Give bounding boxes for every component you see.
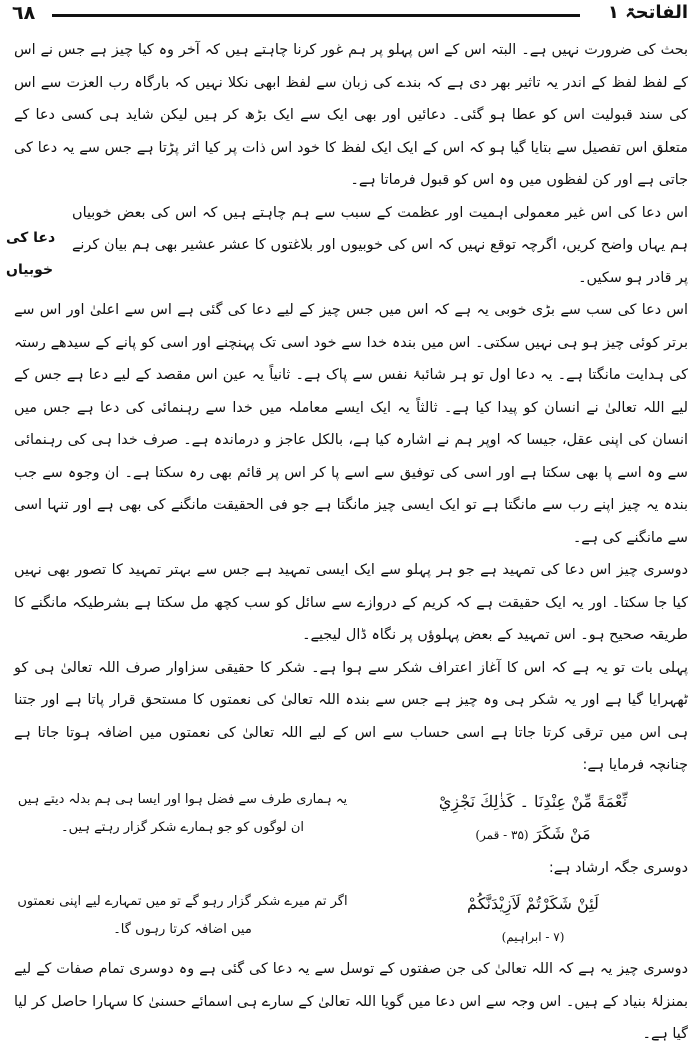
quote-2-arabic-line: لَئِنْ شَكَرْتُمْ لَاَزِيْدَنَّكُمْ: [467, 894, 599, 913]
header-rule: [52, 14, 580, 17]
paragraph-4: دوسری چیز اس دعا کی تمہید ہے جو ہر پہلو سے ایک ایسی تمہید ہے جس سے بہتر تمہید کا تصور بھی نہیں کیا جا سکتا۔ اور یہ ایک حقیقت ہے کہ کریم کے دروازے سے سائل کو سب کچھ مل سکتا ہے بشرطیکہ مانگنے کا طریقہ صحیح ہو۔ اس تمہید کے بعض پہلوؤں پر نگاہ ڈال لیجیے۔: [14, 562, 688, 643]
paragraph-1: بحث کی ضرورت نہیں ہے۔ البتہ اس کے اس پہلو پر ہم غور کرنا چاہتے ہیں کہ آخر وہ کیا چیز ہے جس نے اس کے لفظ لفظ کے اندر یہ تاثیر بھر دی ہے کہ بندے کی زبان سے لفظ ابھی نکلا نہیں کہ بارگاہ رب العزت سے اس کی سند قبولیت اس کو عطا ہو گئی۔ دعائیں اور بھی ایک سے ایک بڑھ کر ہیں لیکن شاید ہی کسی دعا کے متعلق اس تفصیل سے بتایا گیا ہو کہ اس کے ایک ایک لفظ کا خود اس ذات پر کیا اثر پڑتا ہے جس سے یہ دعا کی جاتی ہے اور کن لفظوں میں وہ اس کو قبول فرماتا ہے۔: [14, 42, 688, 188]
second-intro: دوسری جگہ ارشاد ہے:: [548, 859, 688, 876]
quote-1-arabic-line2: مَنْ شَكَرَ: [533, 824, 591, 843]
page-body: [14, 34, 688, 1051]
quote-2-reference: (۷ - ابراہیم): [501, 929, 565, 944]
paragraph-2: اس دعا کی اس غیر معمولی اہمیت اور عظمت کے سبب سے ہم چاہتے ہیں کہ اس کی بعض خوبیاں ہم یہاں واضح کریں، اگرچہ توقع نہیں کہ اس کی خوبیوں اور بلاغتوں کا عشر عشیر بھی ہم بیان کرنے پر قادر ہو سکیں۔: [72, 204, 688, 286]
margin-note-2: خوبیاں: [6, 262, 54, 278]
quote-2-arabic: [378, 888, 688, 953]
paragraph-3: اس دعا کی سب سے بڑی خوبی یہ ہے کہ اس میں جس چیز کے لیے دعا کی گئی ہے اس سے اعلیٰ اور اس سے برتر کوئی چیز ہو ہی نہیں سکتی۔ اس میں بندہ خدا سے خود اسی تک پہنچنے اور اسی کو پانے کے سیدھے رستہ کی ہدایت مانگتا ہے۔ یہ دعا اول تو ہر شائبۂ نفس سے پاک ہے۔ ثانیاً یہ عین اس مقصد کے لیے دعا ہے جس کے لیے اللہ تعالیٰ نے انسان کو پیدا کیا ہے۔ ثالثاً یہ ایک ایسے معاملہ میں خدا سے رہنمائی کی دعا ہے جس میں انسان کی اپنی عقل، جیسا کہ اوپر ہم نے اشارہ کیا ہے، بالکل عاجز و درماندہ ہے۔ صرف خدا ہی کی رہنمائی سے وہ اسے پا بھی سکتا ہے اور اسی کی توفیق سے اسے پا کر اس پر قائم بھی رہ سکتا ہے۔ ان وجوہ سے جب بندہ یہ چیز اپنے رب سے مانگتا ہے تو ایک ایسی چیز مانگتا ہے جو فی الحقیقت مانگنے کی بھی ہے اور تنہا اسی سے مانگنے کی ہے۔: [14, 302, 688, 546]
surah-title: الفاتحۃ ۱: [607, 2, 688, 23]
quran-quote-1: [14, 786, 688, 852]
quote-1-arabic: [378, 786, 688, 852]
closing-paragraph: دوسری چیز یہ ہے کہ اللہ تعالیٰ کی جن صفتوں کے توسل سے یہ دعا کی گئی ہے وہ دوسری تمام صفات کے لیے بمنزلۂ بنیاد کے ہیں۔ اس وجہ سے اس دعا میں گویا اللہ تعالیٰ کے سارے ہی اسمائے حسنیٰ کا سہارا حاصل کر لیا گیا ہے۔: [14, 961, 688, 1042]
page-number: ٦٨: [12, 2, 36, 24]
quote-1-reference: (۳۵ - قمر): [475, 828, 529, 842]
margin-note-1: دعا کی: [6, 230, 56, 246]
quote-2-translation: اگر تم میرے شکر گزار رہو گے تو میں تمہارے لیے اپنی نعمتوں میں اضافہ کرتا رہوں گا۔: [17, 894, 348, 937]
quote-1-translation: یہ ہماری طرف سے فضل ہوا اور ایسا ہی ہم بدلہ دیتے ہیں ان لوگوں کو جو ہمارے شکر گزار رہتے ہیں۔: [17, 791, 348, 835]
quote-1-arabic-line1: نِّعْمَةً مِّنْ عِنْدِنَا ۔ كَذٰلِكَ نَجْزِيْ: [438, 791, 628, 811]
page-header: [8, 2, 692, 28]
quran-quote-2: [14, 888, 688, 953]
paragraph-5: پہلی بات تو یہ ہے کہ اس کا آغاز اعتراف شکر سے ہوا ہے۔ شکر کا حقیقی سزاوار صرف اللہ تعالیٰ ہی کو ٹھہرایا گیا ہے اور یہ شکر ہی وہ چیز ہے جس سے بندہ اللہ تعالیٰ کی نعمتوں کا مستحق قرار پاتا ہے اور جتنا ہی اس میں ترقی کرتا جاتا ہے اسی حساب سے اس کے لیے اللہ تعالیٰ کی نعمتوں میں اضافہ ہوتا جاتا ہے چنانچہ فرمایا ہے:: [14, 659, 688, 773]
